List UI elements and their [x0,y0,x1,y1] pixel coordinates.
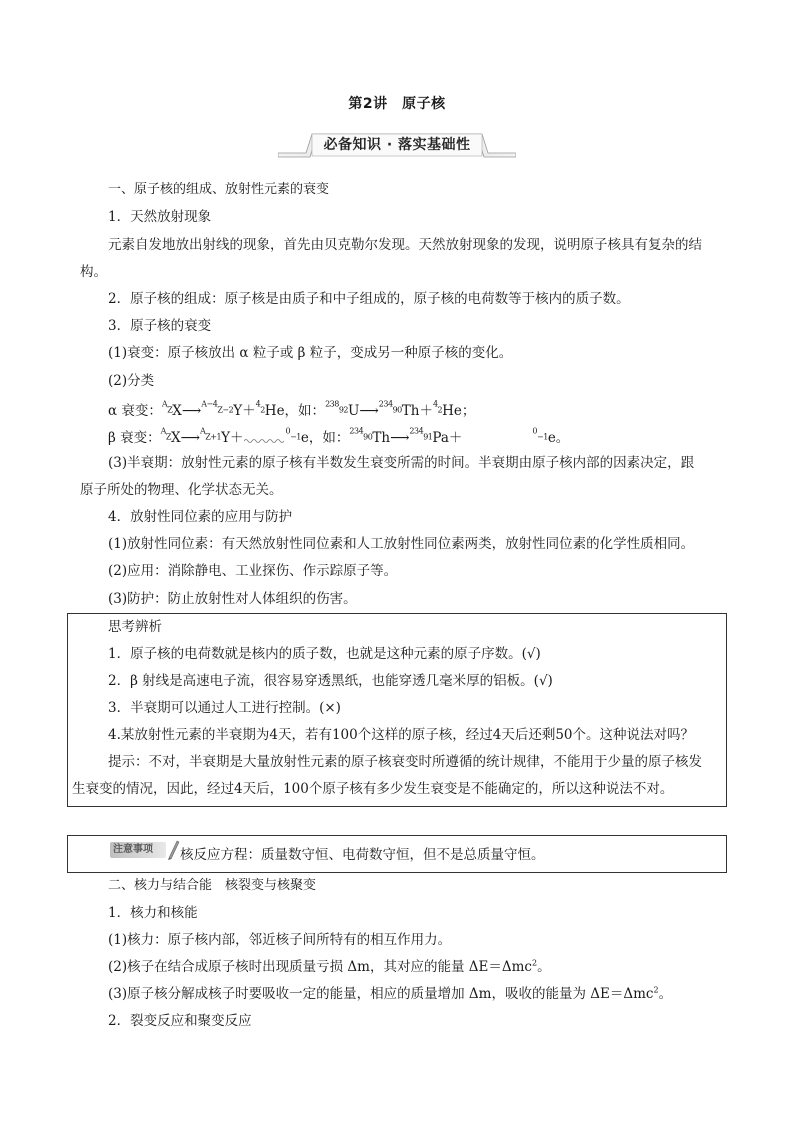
s3-item1: (1)衰变：原子核放出 α 粒子或 β 粒子，变成另一种原子核的变化。 [108,345,513,361]
banner-label: 必备知识 · 落实基础性 [323,137,471,153]
s1-title: 1．天然放射现象 [108,209,212,225]
section1-heading: 一、原子核的组成、放射性元素的衰变 [108,182,330,197]
s1-paragraph-line1: 元素自发地放出射线的现象，首先由贝克勒尔发现。天然放射现象的发现，说明原子核具有复杂的结 [108,237,702,253]
s2-1-title: 1．核力和核能 [108,905,198,921]
s4-item2: (2)应用：消除静电、工业探伤、作示踪原子等。 [108,563,398,579]
s4-item3: (3)防护：防止放射性对人体组织的伤害。 [108,591,357,607]
s2-1-item2: (2)核子在结合成原子核时出现质量亏损 Δm，其对应的能量 ΔE＝Δmc$^2$。 [108,958,551,975]
pen-icon [166,838,180,860]
note-text: 核反应方程：质量数守恒、电荷数守恒，但不是总质量守恒。 [180,847,545,863]
s3-item3-line1: (3)半衰期：放射性元素的原子核有半数发生衰变所需的时间。半衰期由原子核内部的因素决定，跟 [108,455,695,471]
think-q3: 3．半衰期可以通过人工进行控制。(×) [108,700,341,716]
page-title: 第2讲 原子核 [348,96,446,112]
beta-decay-equation: β 衰变：$^{^A_Z}$X⟶$^{^A_{Z+1}}$Y＋ $^{^0_{-1}}$e，如：$^{^{234}_{90}}$Th⟶$^{^{234}_{91}}$Pa＋ $^{^0_{-1}}$e。 [108,426,570,446]
section2-heading: 二、核力与结合能 核裂变与核聚变 [108,878,317,893]
s2-1-item3: (3)原子核分解成核子时要吸收一定的能量，相应的质量增加 Δm，吸收的能量为 ΔE＝Δmc$^2$。 [108,985,673,1002]
s2-paragraph: 2．原子核的组成：原子核是由质子和中子组成的，原子核的电荷数等于核内的质子数。 [108,291,630,307]
arrow-icon: ⟶ [390,430,410,446]
arrow-icon: ⟶ [180,430,200,446]
alpha-decay-equation: α 衰变：$^{^A_Z}$X⟶$^{^{A-4}_{Z-2}}$Y＋$^{^4_2}$He，如：$^{^{238}_{92}}$U⟶$^{^{234}_{90}}$Th＋$^{^4_2}$He； [108,399,476,419]
think-hint-line2: 生衰变的情况，因此，经过4天后，100个原子核有多少发生衰变是不能确定的，所以这种说法不对。 [72,781,674,797]
s2-1-item1: (1)核力：原子核内部，邻近核子间所特有的相互作用力。 [108,932,452,948]
s3-title: 3．原子核的衰变 [108,318,212,334]
arrow-icon: ⟶ [181,403,202,419]
think-box-title: 思考辨析 [108,619,162,635]
note-tag: 注意事项 [110,842,166,858]
think-q1: 1．原子核的电荷数就是核内的质子数，也就是这种元素的原子序数。(√) [108,646,541,662]
s3-item2: (2)分类 [108,373,155,389]
s4-item1: (1)放射性同位素：有天然放射性同位素和人工放射性同位素两类，放射性同位素的化学性质相同。 [108,536,695,552]
s2-2-title: 2．裂变反应和聚变反应 [108,1013,252,1029]
s1-paragraph-line2: 构。 [80,264,107,280]
think-q2: 2．β 射线是高速电子流，很容易穿透黑纸，也能穿透几毫米厚的铝板。(√) [108,673,553,689]
wavy-underline-blank [244,435,286,443]
s4-title: 4．放射性同位素的应用与防护 [108,509,293,525]
think-hint-line1: 提示：不对，半衰期是大量放射性元素的原子核衰变时所遵循的统计规律，不能用于少量的原子核发 [108,754,702,770]
think-q4: 4.某放射性元素的半衰期为4天，若有100个这样的原子核，经过4天后还剩50个。这种说法对吗？ [108,727,695,743]
s3-item3-line2: 原子所处的物理、化学状态无关。 [80,482,283,498]
arrow-icon: ⟶ [359,403,379,419]
